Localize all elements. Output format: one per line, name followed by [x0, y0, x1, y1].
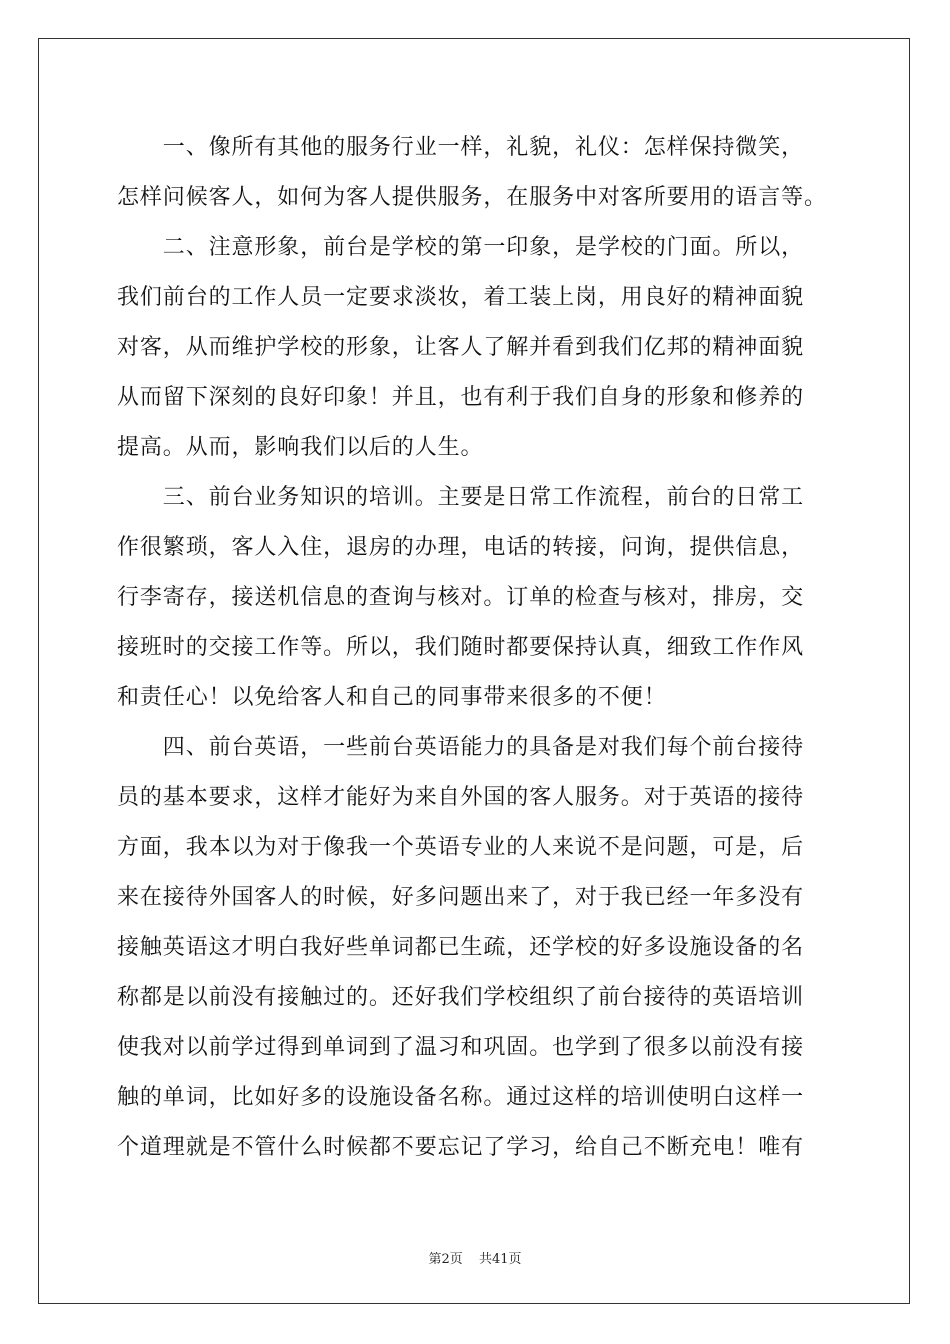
text-line: 怎样问候客人，如何为客人提供服务，在服务中对客所要用的语言等。: [117, 185, 827, 210]
text-line: 四、前台英语，一些前台英语能力的具备是对我们每个前台接待: [117, 735, 805, 760]
page-number: 第2页: [428, 1252, 463, 1267]
page-footer: [0, 1248, 950, 1267]
text-line: 接触英语这才明白我好些单词都已生疏，还学校的好多设施设备的名: [117, 935, 805, 960]
text-line: 行李寄存，接送机信息的查询与核对。订单的检查与核对，排房，交: [117, 585, 805, 610]
text-line: 作很繁琐，客人入住，退房的办理，电话的转接，问询，提供信息，: [117, 535, 805, 560]
text-line: 二、注意形象，前台是学校的第一印象，是学校的门面。所以，: [117, 235, 805, 260]
text-line: 提高。从而，影响我们以后的人生。: [117, 435, 484, 460]
text-line: 我们前台的工作人员一定要求淡妆，着工装上岗，用良好的精神面貌: [117, 285, 805, 310]
text-line: 称都是以前没有接触过的。还好我们学校组织了前台接待的英语培训: [117, 985, 805, 1010]
text-line: 三、前台业务知识的培训。主要是日常工作流程，前台的日常工: [117, 485, 805, 510]
text-line: 和责任心！以免给客人和自己的同事带来很多的不便！: [117, 685, 667, 710]
text-line: 使我对以前学过得到单词到了温习和巩固。也学到了很多以前没有接: [117, 1035, 805, 1060]
text-line: 员的基本要求，这样才能好为来自外国的客人服务。对于英语的接待: [117, 785, 805, 810]
text-line: 一、像所有其他的服务行业一样，礼貌，礼仪：怎样保持微笑，: [117, 135, 805, 160]
text-line: 接班时的交接工作等。所以，我们随时都要保持认真，细致工作作风: [117, 635, 805, 660]
text-line: 触的单词，比如好多的设施设备名称。通过这样的培训使明白这样一: [117, 1085, 805, 1110]
text-line: 方面，我本以为对于像我一个英语专业的人来说不是问题，可是，后: [117, 835, 805, 860]
total-pages: 共41页: [478, 1252, 522, 1267]
text-line: 个道理就是不管什么时候都不要忘记了学习，给自己不断充电！唯有: [117, 1135, 805, 1160]
page-border: [38, 38, 910, 1304]
text-line: 来在接待外国客人的时候，好多问题出来了，对于我已经一年多没有: [117, 885, 805, 910]
text-line: 对客，从而维护学校的形象，让客人了解并看到我们亿邦的精神面貌: [117, 335, 805, 360]
text-line: 从而留下深刻的良好印象！并且，也有利于我们自身的形象和修养的: [117, 385, 805, 410]
